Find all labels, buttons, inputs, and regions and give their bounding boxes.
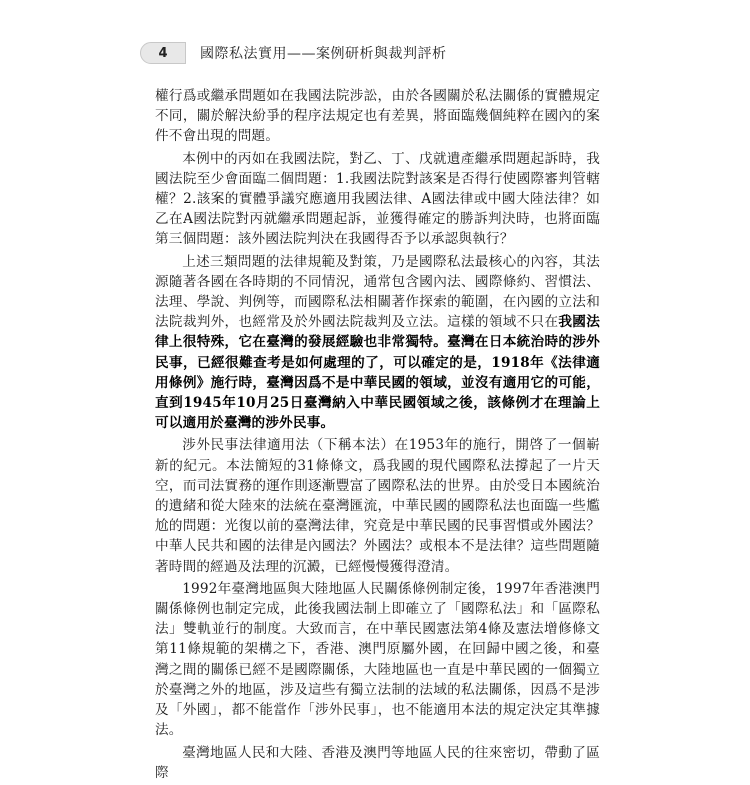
paragraph xyxy=(155,149,600,250)
body-text xyxy=(155,86,600,785)
paragraph xyxy=(155,252,600,434)
paragraph-text: 本例中的丙如在我國法院，對乙、丁、戊就遺產繼承問題起訴時，我國法院至少會面臨二個問題：1.我國法院對該案是否得行使國際審判管轄權？2.該案的實體爭議究應適用我國法律、A國法律或中國大陸法律？如乙在A國法院對丙就繼承問題起訴，並獲得確定的勝訴判決時，也將面臨第三個問題：該外國法院判決在我國得否予以承認與執行？ xyxy=(155,150,600,248)
paragraph-text: 上述三類問題的法律規範及對策，乃是國際私法最核心的內容，其法源隨著各國在各時期的不同情況，通常包含國內法、國際條約、習慣法、法理、學說、判例等，而國際私法相關著作探索的範圍，在內國的立法和法院裁判外，也經常及於外國法院裁判及立法。這樣的領域不只在 xyxy=(155,253,600,331)
paragraph xyxy=(155,435,600,576)
paragraph-text: 臺灣地區人民和大陸、香港及澳門等地區人民的往來密切，帶動了區際 xyxy=(155,744,600,781)
paragraph-text: 涉外民事法律適用法（下稱本法）在1953年的施行，開啓了一個嶄新的紀元。本法簡短的31條條文，爲我國的現代國際私法撐起了一片天空，而司法實務的運作則逐漸豐富了國際私法的世界。由於受日本國統治的遺緒和從大陸來的法統在臺灣匯流，中華民國的國際私法也面臨一些尷尬的問題：光復以前的臺灣法律，究竟是中華民國的民事習慣或外國法？中華人民共和國的法律是內國法？外國法？或根本不是法律？這些問題隨著時間的經過及法理的沉澱，已經慢慢獲得澄清。 xyxy=(155,437,600,575)
running-header xyxy=(140,41,447,65)
paragraph xyxy=(155,86,600,147)
paragraph xyxy=(155,743,600,783)
running-header-title: 國際私法實用——案例研析與裁判評析 xyxy=(200,46,447,62)
page-number: 4 xyxy=(140,42,186,64)
paragraph-text: 權行爲或繼承問題如在我國法院涉訟，由於各國關於私法關係的實體規定不同，關於解決紛爭的程序法規定也有差異，將面臨幾個純粹在國內的案件不會出現的問題。 xyxy=(155,88,600,145)
paragraph xyxy=(155,579,600,741)
paragraph-text: 1992年臺灣地區與大陸地區人民關係條例制定後，1997年香港澳門關係條例也制定完成，此後我國法制上即確立了「國際私法」和「區際私法」雙軌並行的制度。大致而言，在中華民國憲法第4條及憲法增修條文第11條規範的架構之下，香港、澳門原屬外國，在回歸中國之後，和臺灣之間的關係已經不是國際關係，大陸地區也一直是中華民國的一個獨立於臺灣之外的地區，涉及這些有獨立法制的法域的私法關係，因爲不是涉及「外國」，都不能當作「涉外民事」，也不能適用本法的規定決定其準據法。 xyxy=(155,580,600,739)
paragraph-bold-text: 我國法律上很特殊，它在臺灣的發展經驗也非常獨特。臺灣在日本統治時的涉外民事，已經很難查考是如何處理的了，可以確定的是，1918年《法律適用條例》施行時，臺灣因爲不是中華民國的領域，並沒有適用它的可能，直到1945年10月25日臺灣納入中華民國領域之後，該條例才在理論上可以適用於臺灣的涉外民事。 xyxy=(155,314,600,432)
